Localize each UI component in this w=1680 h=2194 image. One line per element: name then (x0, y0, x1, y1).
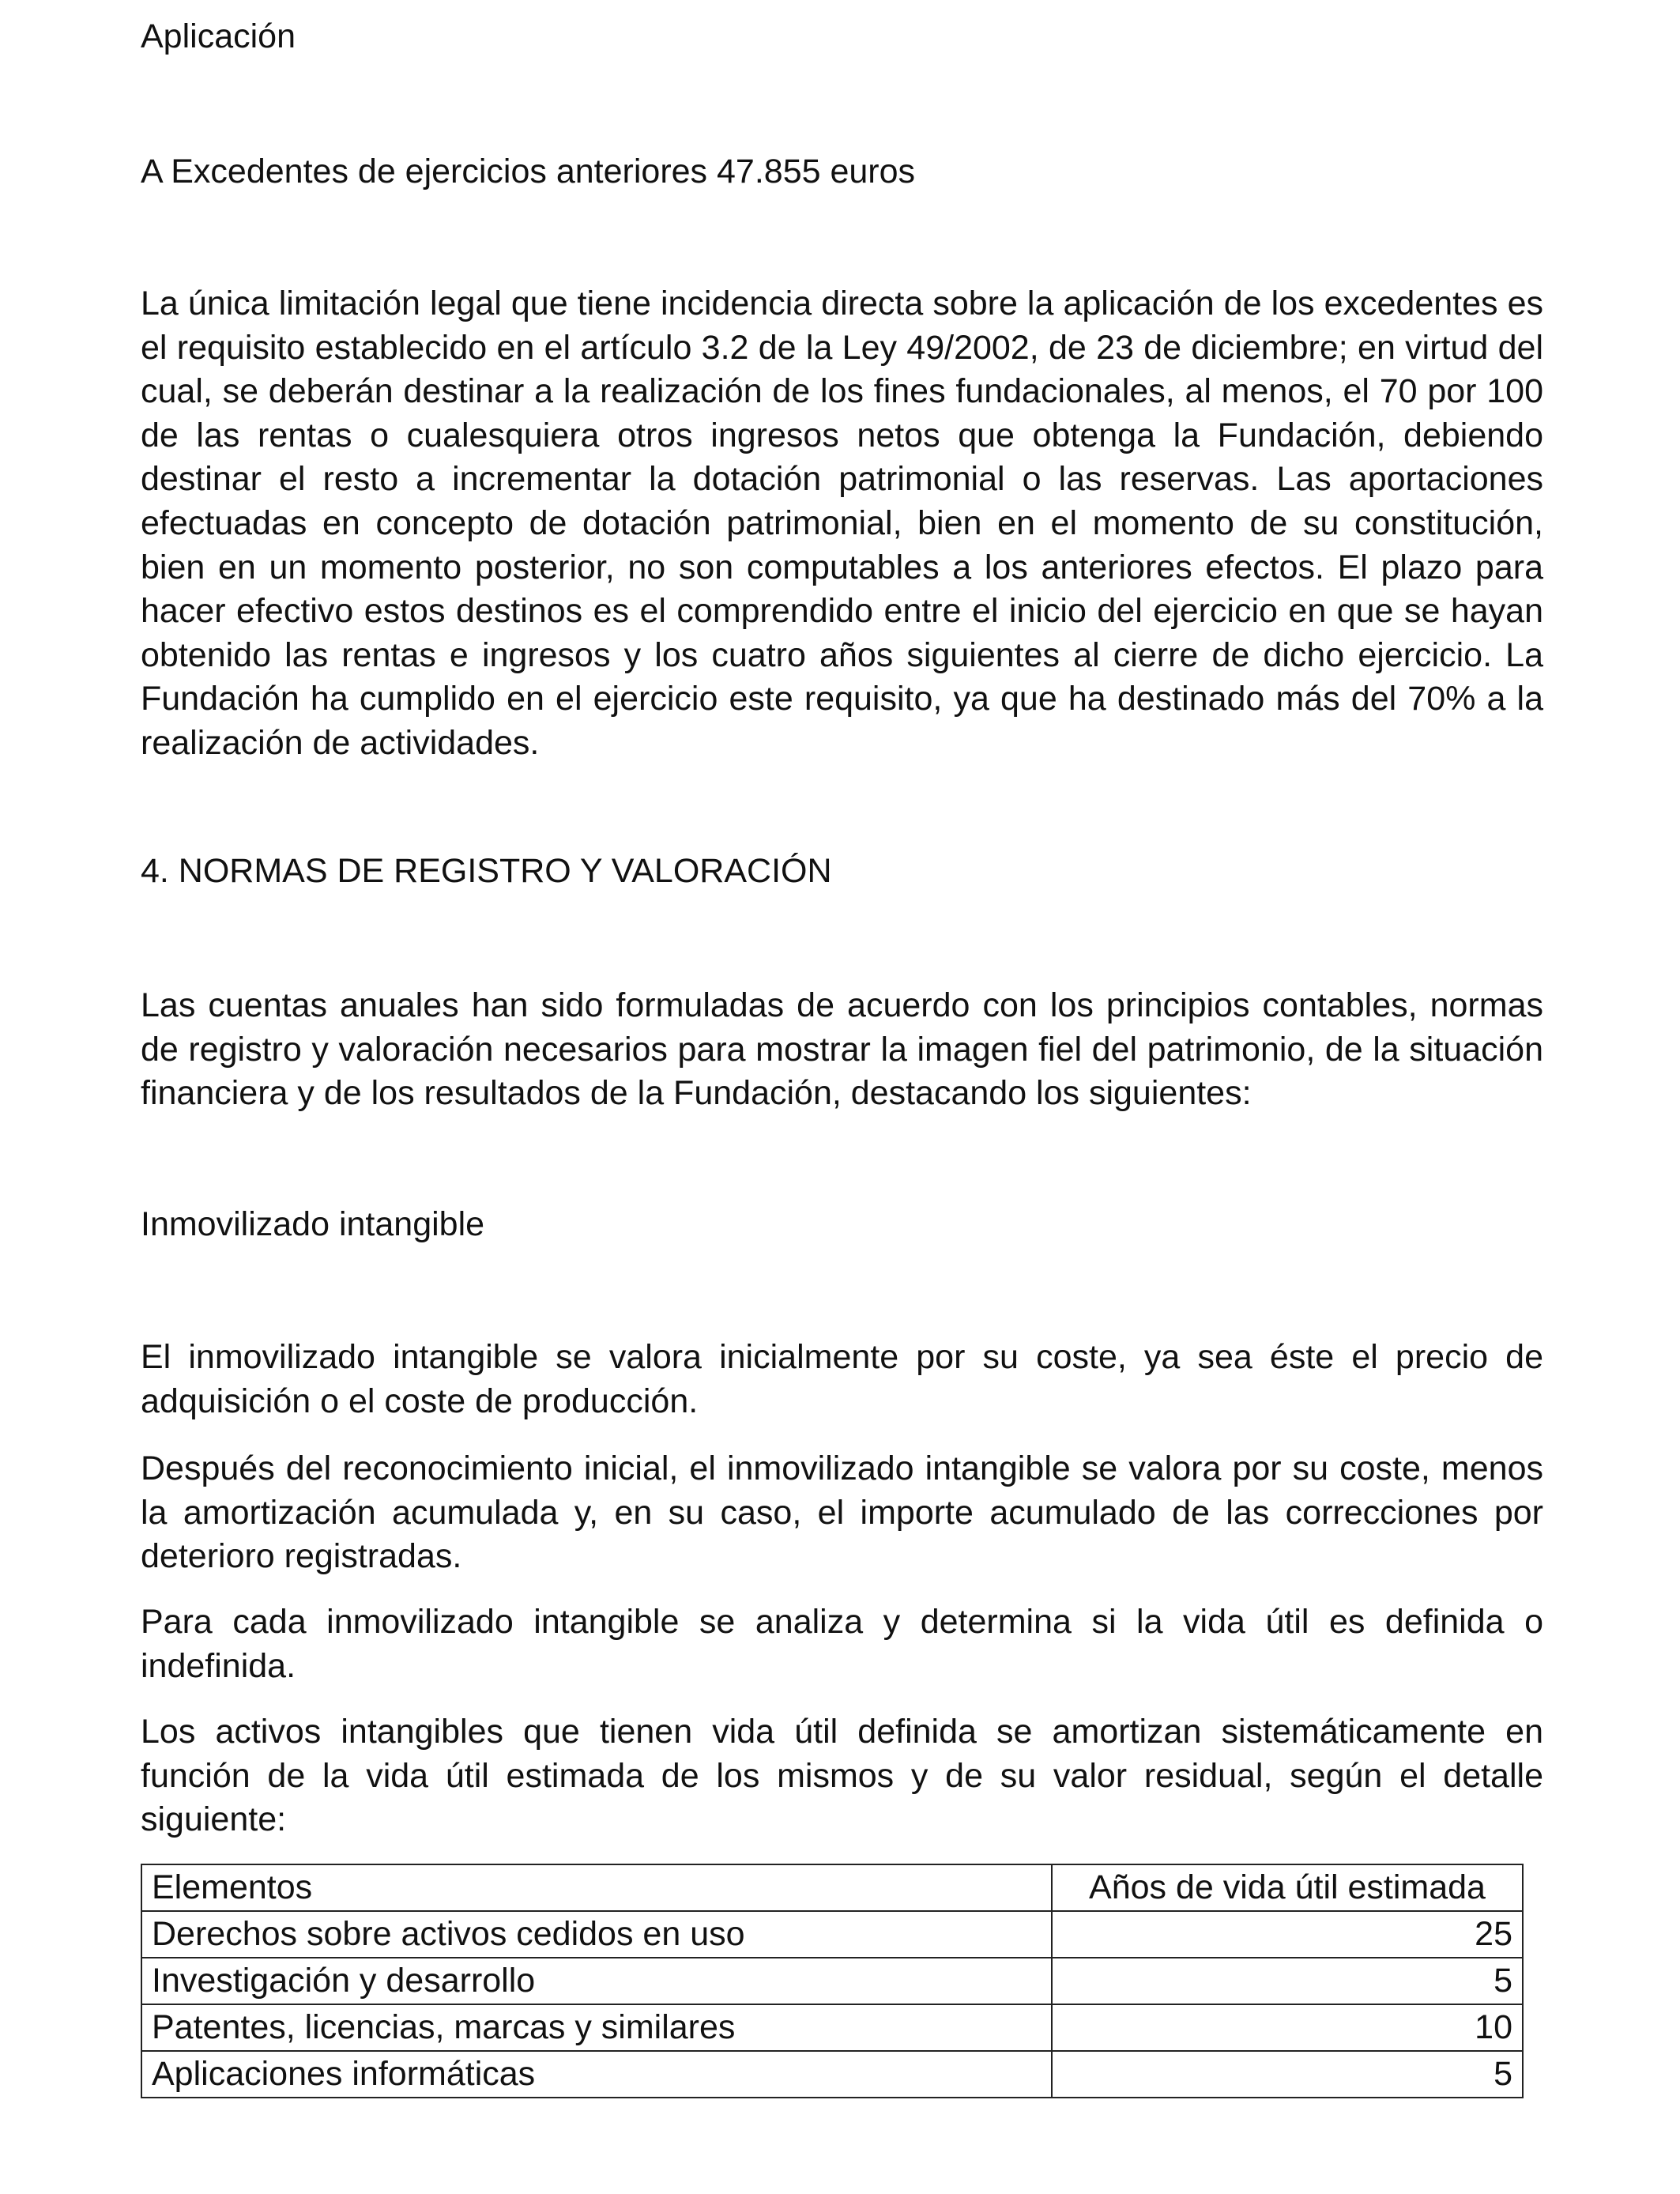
table-row (141, 2051, 1523, 2098)
table-cell-element: Patentes, licencias, marcas y similares (141, 2004, 1052, 2051)
table-cell-years: 10 (1052, 2004, 1523, 2051)
table-cell-element: Aplicaciones informáticas (141, 2051, 1052, 2098)
excedentes-line: A Excedentes de ejercicios anteriores 47.855 euros (141, 153, 916, 190)
table-header-anos: Años de vida útil estimada (1052, 1864, 1523, 1911)
table-cell-years: 5 (1052, 1958, 1523, 2004)
table-header-row (141, 1864, 1523, 1911)
table-row (141, 1911, 1523, 1958)
paragraph-limitacion-legal: La única limitación legal que tiene incidencia directa sobre la aplicación de los excedentes es el requisito establecido en el artículo 3.2 de la Ley 49/2002, de 23 de diciembre; en virtud del cual, se deberán destinar a la realización de los fines fundacionales, al menos, el 70 por 100 de las rentas o cualesquiera otros ingresos netos que obtenga la Fundación, debiendo destinar el resto a incrementar la dotación patrimonial o las reservas. Las aportaciones efectuadas en concepto de dotación patrimonial, bien en el momento de su constitución, bien en un momento posterior, no son computables a los anteriores efectos. El plazo para hacer efectivo estos destinos es el comprendido entre el inicio del ejercicio en que se hayan obtenido las rentas e ingresos y los cuatro años siguientes al cierre de dicho ejercicio. La Fundación ha cumplido en el ejercicio este requisito, ya que ha destinado más del 70% a la realización de actividades. (141, 285, 1543, 762)
paragraph-cuentas-anuales: Las cuentas anuales han sido formuladas de acuerdo con los principios contables, normas de registro y valoración necesarios para mostrar la imagen fiel del patrimonio, de la situación financiera y de los resultados de la Fundación, destacando los siguientes: (141, 986, 1543, 1113)
vida-util-table (141, 1864, 1524, 2098)
paragraph-valoracion-inicial: El inmovilizado intangible se valora inicialmente por su coste, ya sea éste el precio de adquisición o el coste de producción. (141, 1338, 1543, 1420)
table-cell-years: 5 (1052, 2051, 1523, 2098)
paragraph-reconocimiento: Después del reconocimiento inicial, el inmovilizado intangible se valora por su coste, menos la amortización acumulada y, en su caso, el importe acumulado de las correcciones por deterioro registradas. (141, 1449, 1543, 1576)
heading-aplicacion: Aplicación (141, 17, 296, 55)
table-row (141, 1958, 1523, 2004)
heading-inmovilizado-intangible: Inmovilizado intangible (141, 1205, 485, 1243)
table-cell-years: 25 (1052, 1911, 1523, 1958)
paragraph-vida-util: Para cada inmovilizado intangible se analiza y determina si la vida útil es definida o indefinida. (141, 1603, 1543, 1685)
paragraph-amortizacion: Los activos intangibles que tienen vida útil definida se amortizan sistemáticamente en función de la vida útil estimada de los mismos y de su valor residual, según el detalle siguiente: (141, 1713, 1543, 1839)
table-cell-element: Investigación y desarrollo (141, 1958, 1052, 2004)
table-header-elementos: Elementos (141, 1864, 1052, 1911)
table-cell-element: Derechos sobre activos cedidos en uso (141, 1911, 1052, 1958)
table-row (141, 2004, 1523, 2051)
section-heading-normas: 4. NORMAS DE REGISTRO Y VALORACIÓN (141, 852, 832, 890)
